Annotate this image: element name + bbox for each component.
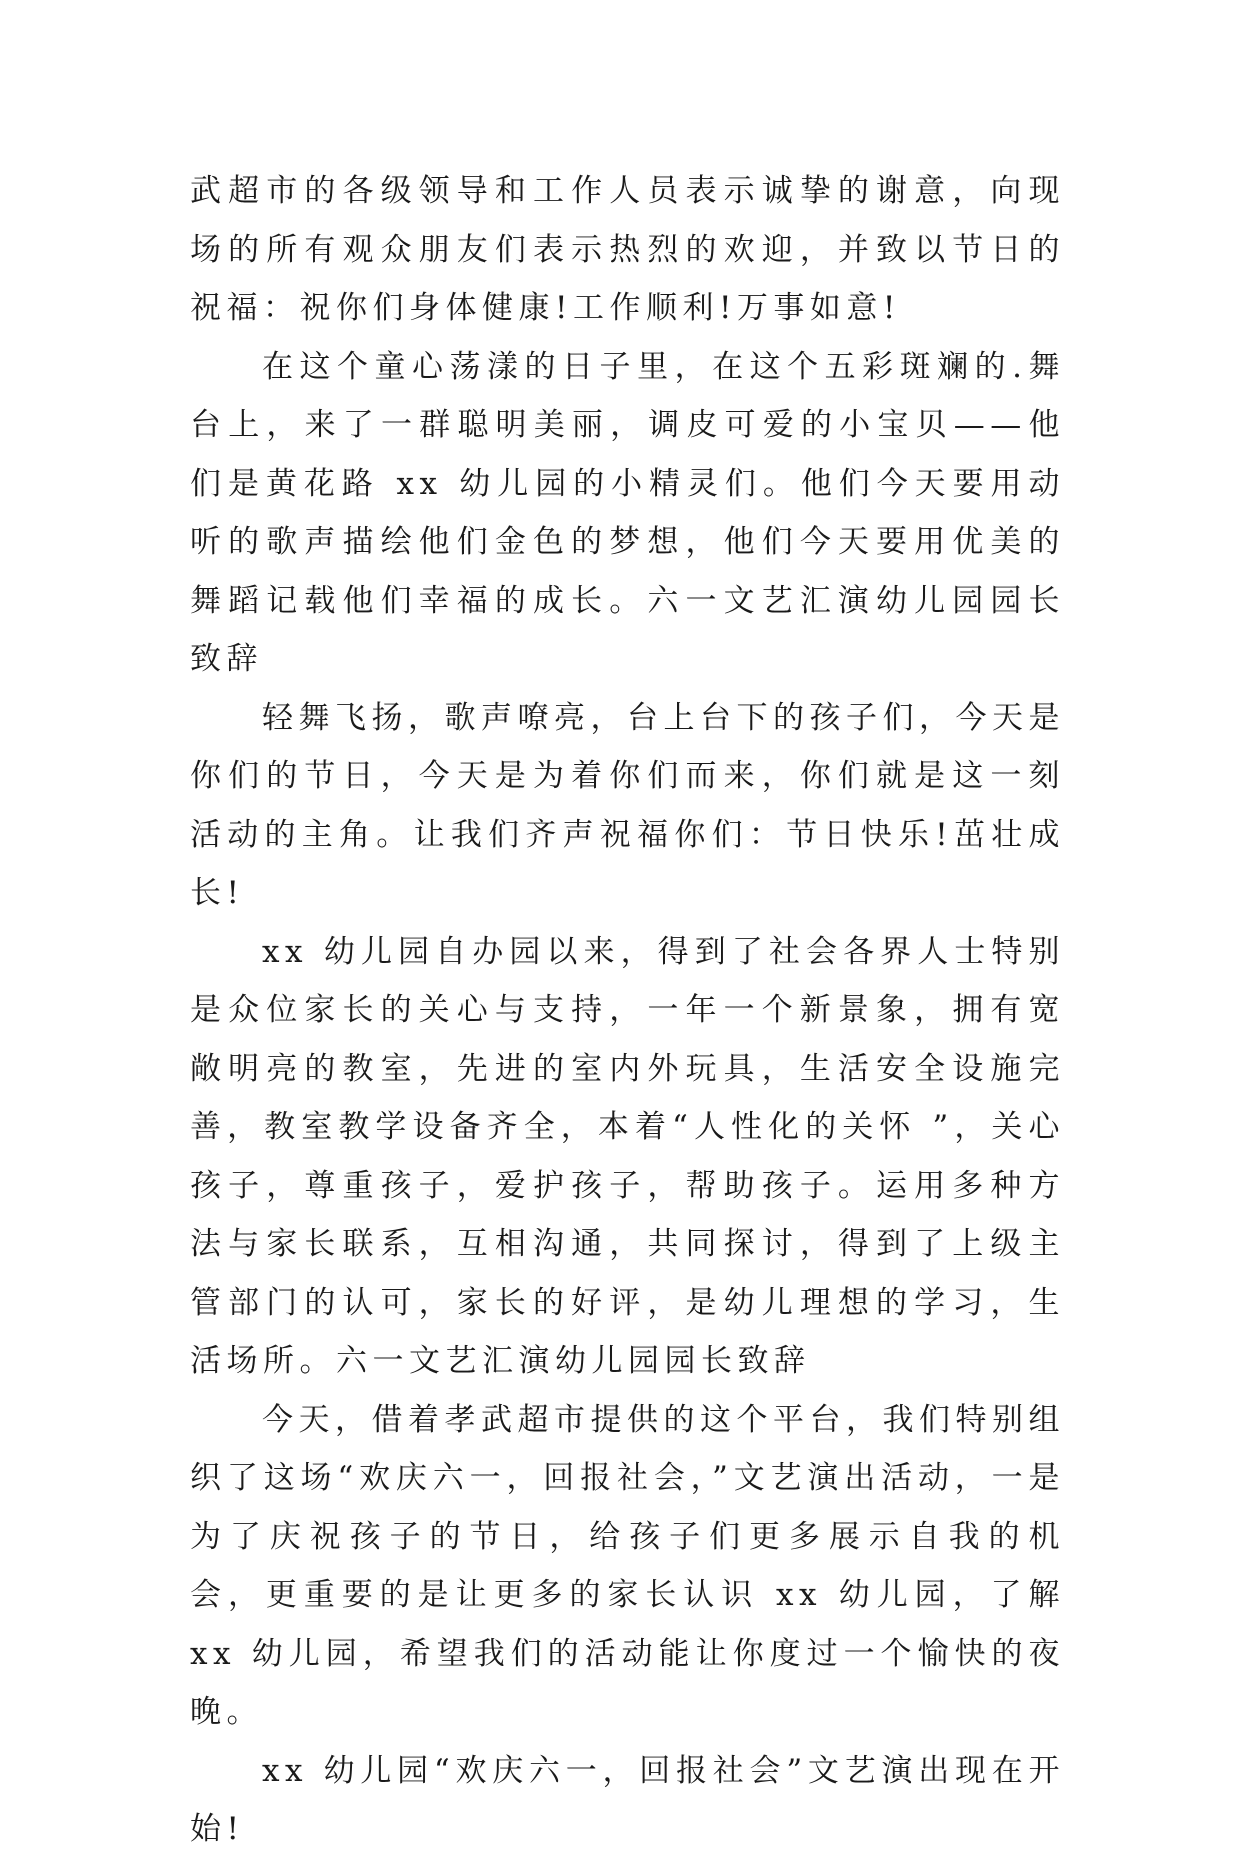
paragraph-event-purpose: 今天，借着孝武超市提供的这个平台，我们特别组织了这场“欢庆六一，回报社会，”文艺演出活动，一是为了庆祝孩子的节日，给孩子们更多展示自我的机会，更重要的是让更多的家长认识 xx 幼儿园，了解 xx 幼儿园，希望我们的活动能让你度过一个愉快的夜晚。	[190, 1401, 1065, 1730]
paragraph-thanks: 武超市的各级领导和工作人员表示诚挚的谢意，向现场的所有观众朋友们表示热烈的欢迎，并致以节日的祝福：祝你们身体健康!工作顺利!万事如意!	[190, 173, 1065, 326]
document-body	[190, 162, 1065, 1859]
paragraph-stage: 在这个童心荡漾的日子里，在这个五彩斑斓的.舞台上，来了一群聪明美丽，调皮可爱的小宝贝——他们是黄花路 xx 幼儿园的小精灵们。他们今天要用动听的歌声描绘他们金色的梦想，他们今天要用优美的舞蹈记载他们幸福的成长。六一文艺汇演幼儿园园长致辞	[190, 348, 1065, 677]
paragraph-kindergarten-intro: xx 幼儿园自办园以来，得到了社会各界人士特别是众位家长的关心与支持，一年一个新景象，拥有宽敞明亮的教室，先进的室内外玩具，生活安全设施完善，教室教学设备齐全，本着“人性化的关怀 ”，关心孩子，尊重孩子，爱护孩子，帮助孩子。运用多种方法与家长联系，互相沟通，共同探讨，得到了上级主管部门的认可，家长的好评，是幼儿理想的学习，生活场所。六一文艺汇演幼儿园园长致辞	[190, 933, 1065, 1379]
paragraph-blessing: 轻舞飞扬，歌声嘹亮，台上台下的孩子们，今天是你们的节日，今天是为着你们而来，你们就是这一刻活动的主角。让我们齐声祝福你们：节日快乐!茁壮成长!	[190, 699, 1065, 911]
paragraph-opening: xx 幼儿园“欢庆六一，回报社会”文艺演出现在开始!	[190, 1752, 1065, 1847]
